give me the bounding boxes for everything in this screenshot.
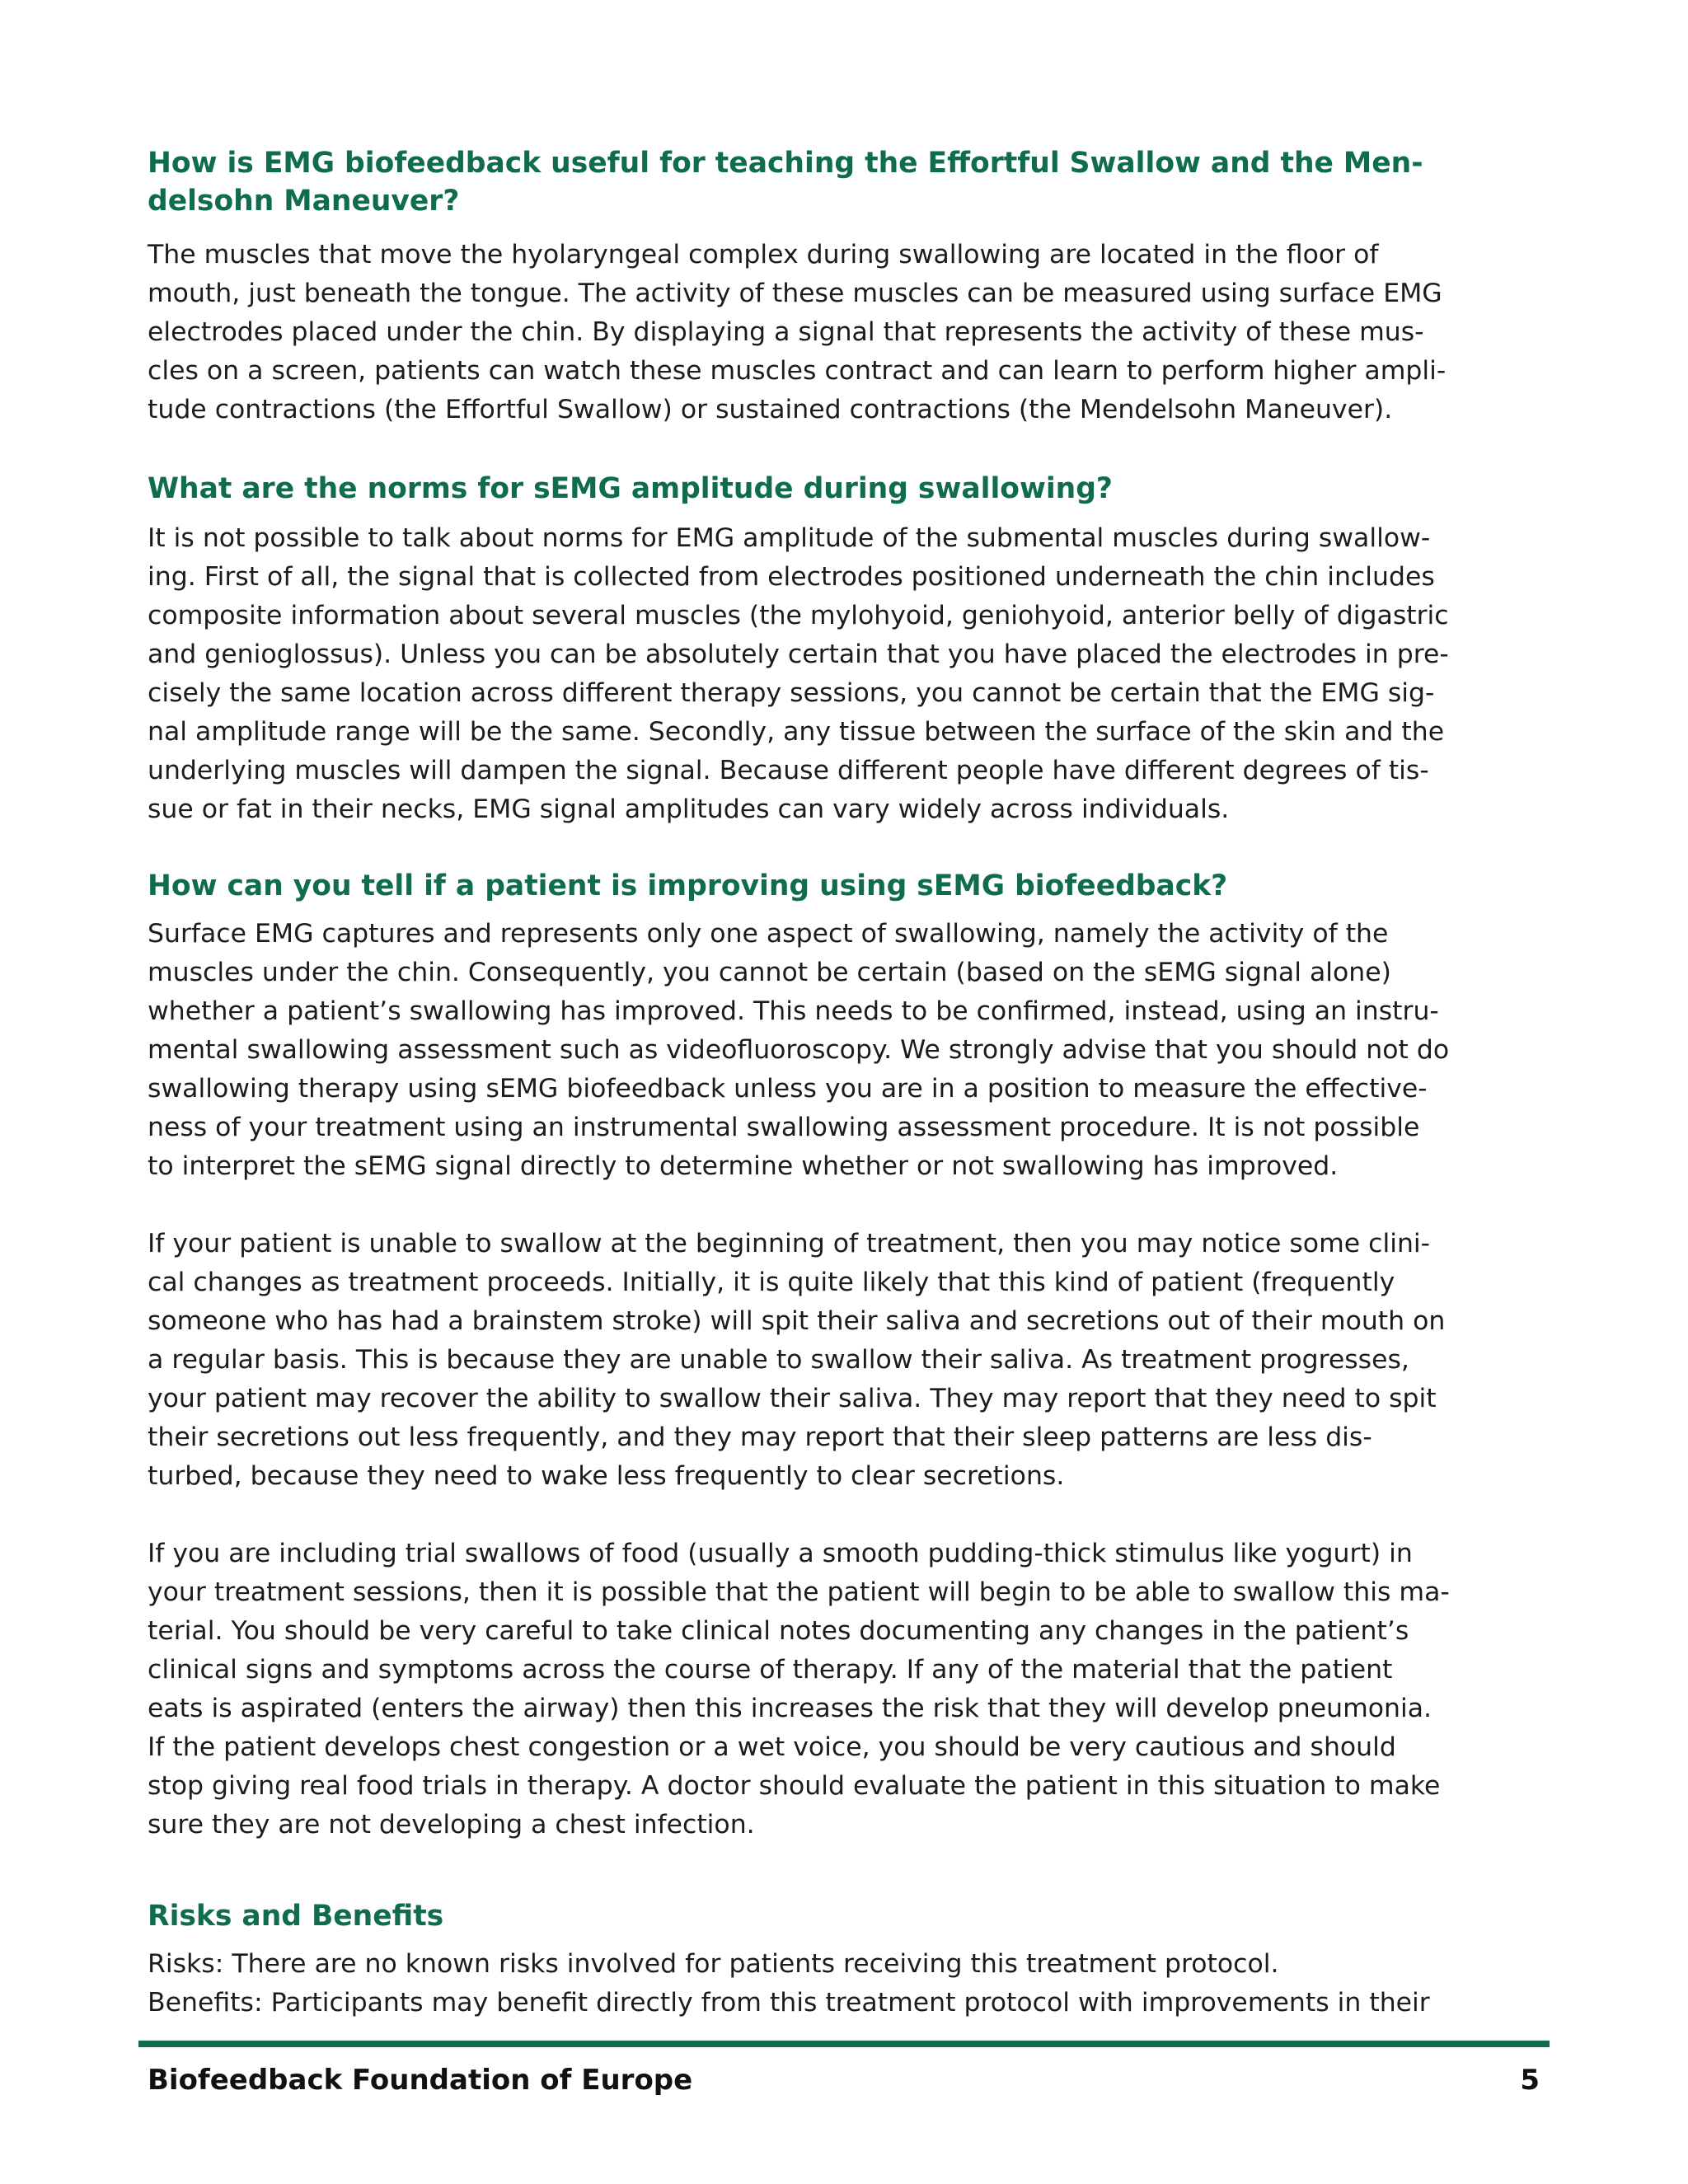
- section-heading-semg-norms: What are the norms for sEMG amplitude during swallowing?: [148, 472, 1113, 505]
- section-paragraph: Surface EMG captures and represents only one aspect of swallowing, namely the activity of the muscles under the chin. Consequently, you cannot be certain (based on the sEMG signal alone) whether a patient’s swallowing has improved. This needs to be confirmed, instead, using an instru- mental swallowing assessment such as videofluoroscopy. We strongly advise that you should not do swallowing therapy using sEMG biofeedback unless you are in a position to measure the effective- ness of your treatment using an instrumental swallowing assessment procedure. It is not possible to interpret the sEMG signal directly to determine whether or not swallowing has improved.: [148, 919, 1450, 1181]
- section-paragraph: Risks: There are no known risks involved for patients receiving this treatment protocol. Benefits: Participants may benefit directly from this treatment protocol with improvements in their: [148, 1949, 1430, 2018]
- page-number: 5: [1520, 2064, 1540, 2097]
- footer-divider: [138, 2041, 1550, 2047]
- section-paragraph: If your patient is unable to swallow at the beginning of treatment, then you may notice some clini- cal changes as treatment proceeds. Initially, it is quite likely that this kind of patient (frequently someone who has had a brainstem stroke) will spit their saliva and secretions out of their mouth on a regular basis. This is because they are unable to swallow their saliva. As treatment progresses, your patient may recover the ability to swallow their saliva. They may report that they need to spit their secretions out less frequently, and they may report that their sleep patterns are less dis- turbed, because they need to wake less frequently to clear secretions.: [148, 1229, 1446, 1491]
- section-heading-risks-benefits: Risks and Benefits: [148, 1900, 444, 1933]
- footer-organization-name: Biofeedback Foundation of Europe: [148, 2064, 693, 2097]
- section-heading-emg-biofeedback: How is EMG biofeedback useful for teaching the Effortful Swallow and the Men- delsohn Maneuver?: [148, 147, 1423, 218]
- section-paragraph: If you are including trial swallows of food (usually a smooth pudding-thick stimulus like yogurt) in your treatment sessions, then it is possible that the patient will begin to be able to swallow this ma- terial. You should be very careful to take clinical notes documenting any changes in the patient’s clinical signs and symptoms across the course of therapy. If any of the material that the patient eats is aspirated (enters the airway) then this increases the risk that they will develop pneumonia. If the patient develops chest congestion or a wet voice, you should be very cautious and should stop giving real food trials in therapy. A doctor should evaluate the patient in this situation to make sure they are not developing a chest infection.: [148, 1539, 1450, 1840]
- section-heading-patient-improving: How can you tell if a patient is improving using sEMG biofeedback?: [148, 869, 1228, 902]
- section-paragraph: It is not possible to talk about norms for EMG amplitude of the submental muscles during swallow- ing. First of all, the signal that is collected from electrodes positioned underneath the chin includes composite information about several muscles (the mylohyoid, geniohyoid, anterior belly of digastric and genioglossus). Unless you can be absolutely certain that you have placed the electrodes in pre- cisely the same location across different therapy sessions, you cannot be certain that the EMG sig- nal amplitude range will be the same. Secondly, any tissue between the surface of the skin and the underlying muscles will dampen the signal. Because different people have different degrees of tis- sue or fat in their necks, EMG signal amplitudes can vary widely across individuals.: [148, 523, 1449, 824]
- section-paragraph: The muscles that move the hyolaryngeal complex during swallowing are located in the floor of mouth, just beneath the tongue. The activity of these muscles can be measured using surface EMG electrodes placed under the chin. By displaying a signal that represents the activity of these mus- cles on a screen, patients can watch these muscles contract and can learn to perform higher ampli- tude contractions (the Effortful Swallow) or sustained contractions (the Mendelsohn Maneuver).: [148, 240, 1447, 424]
